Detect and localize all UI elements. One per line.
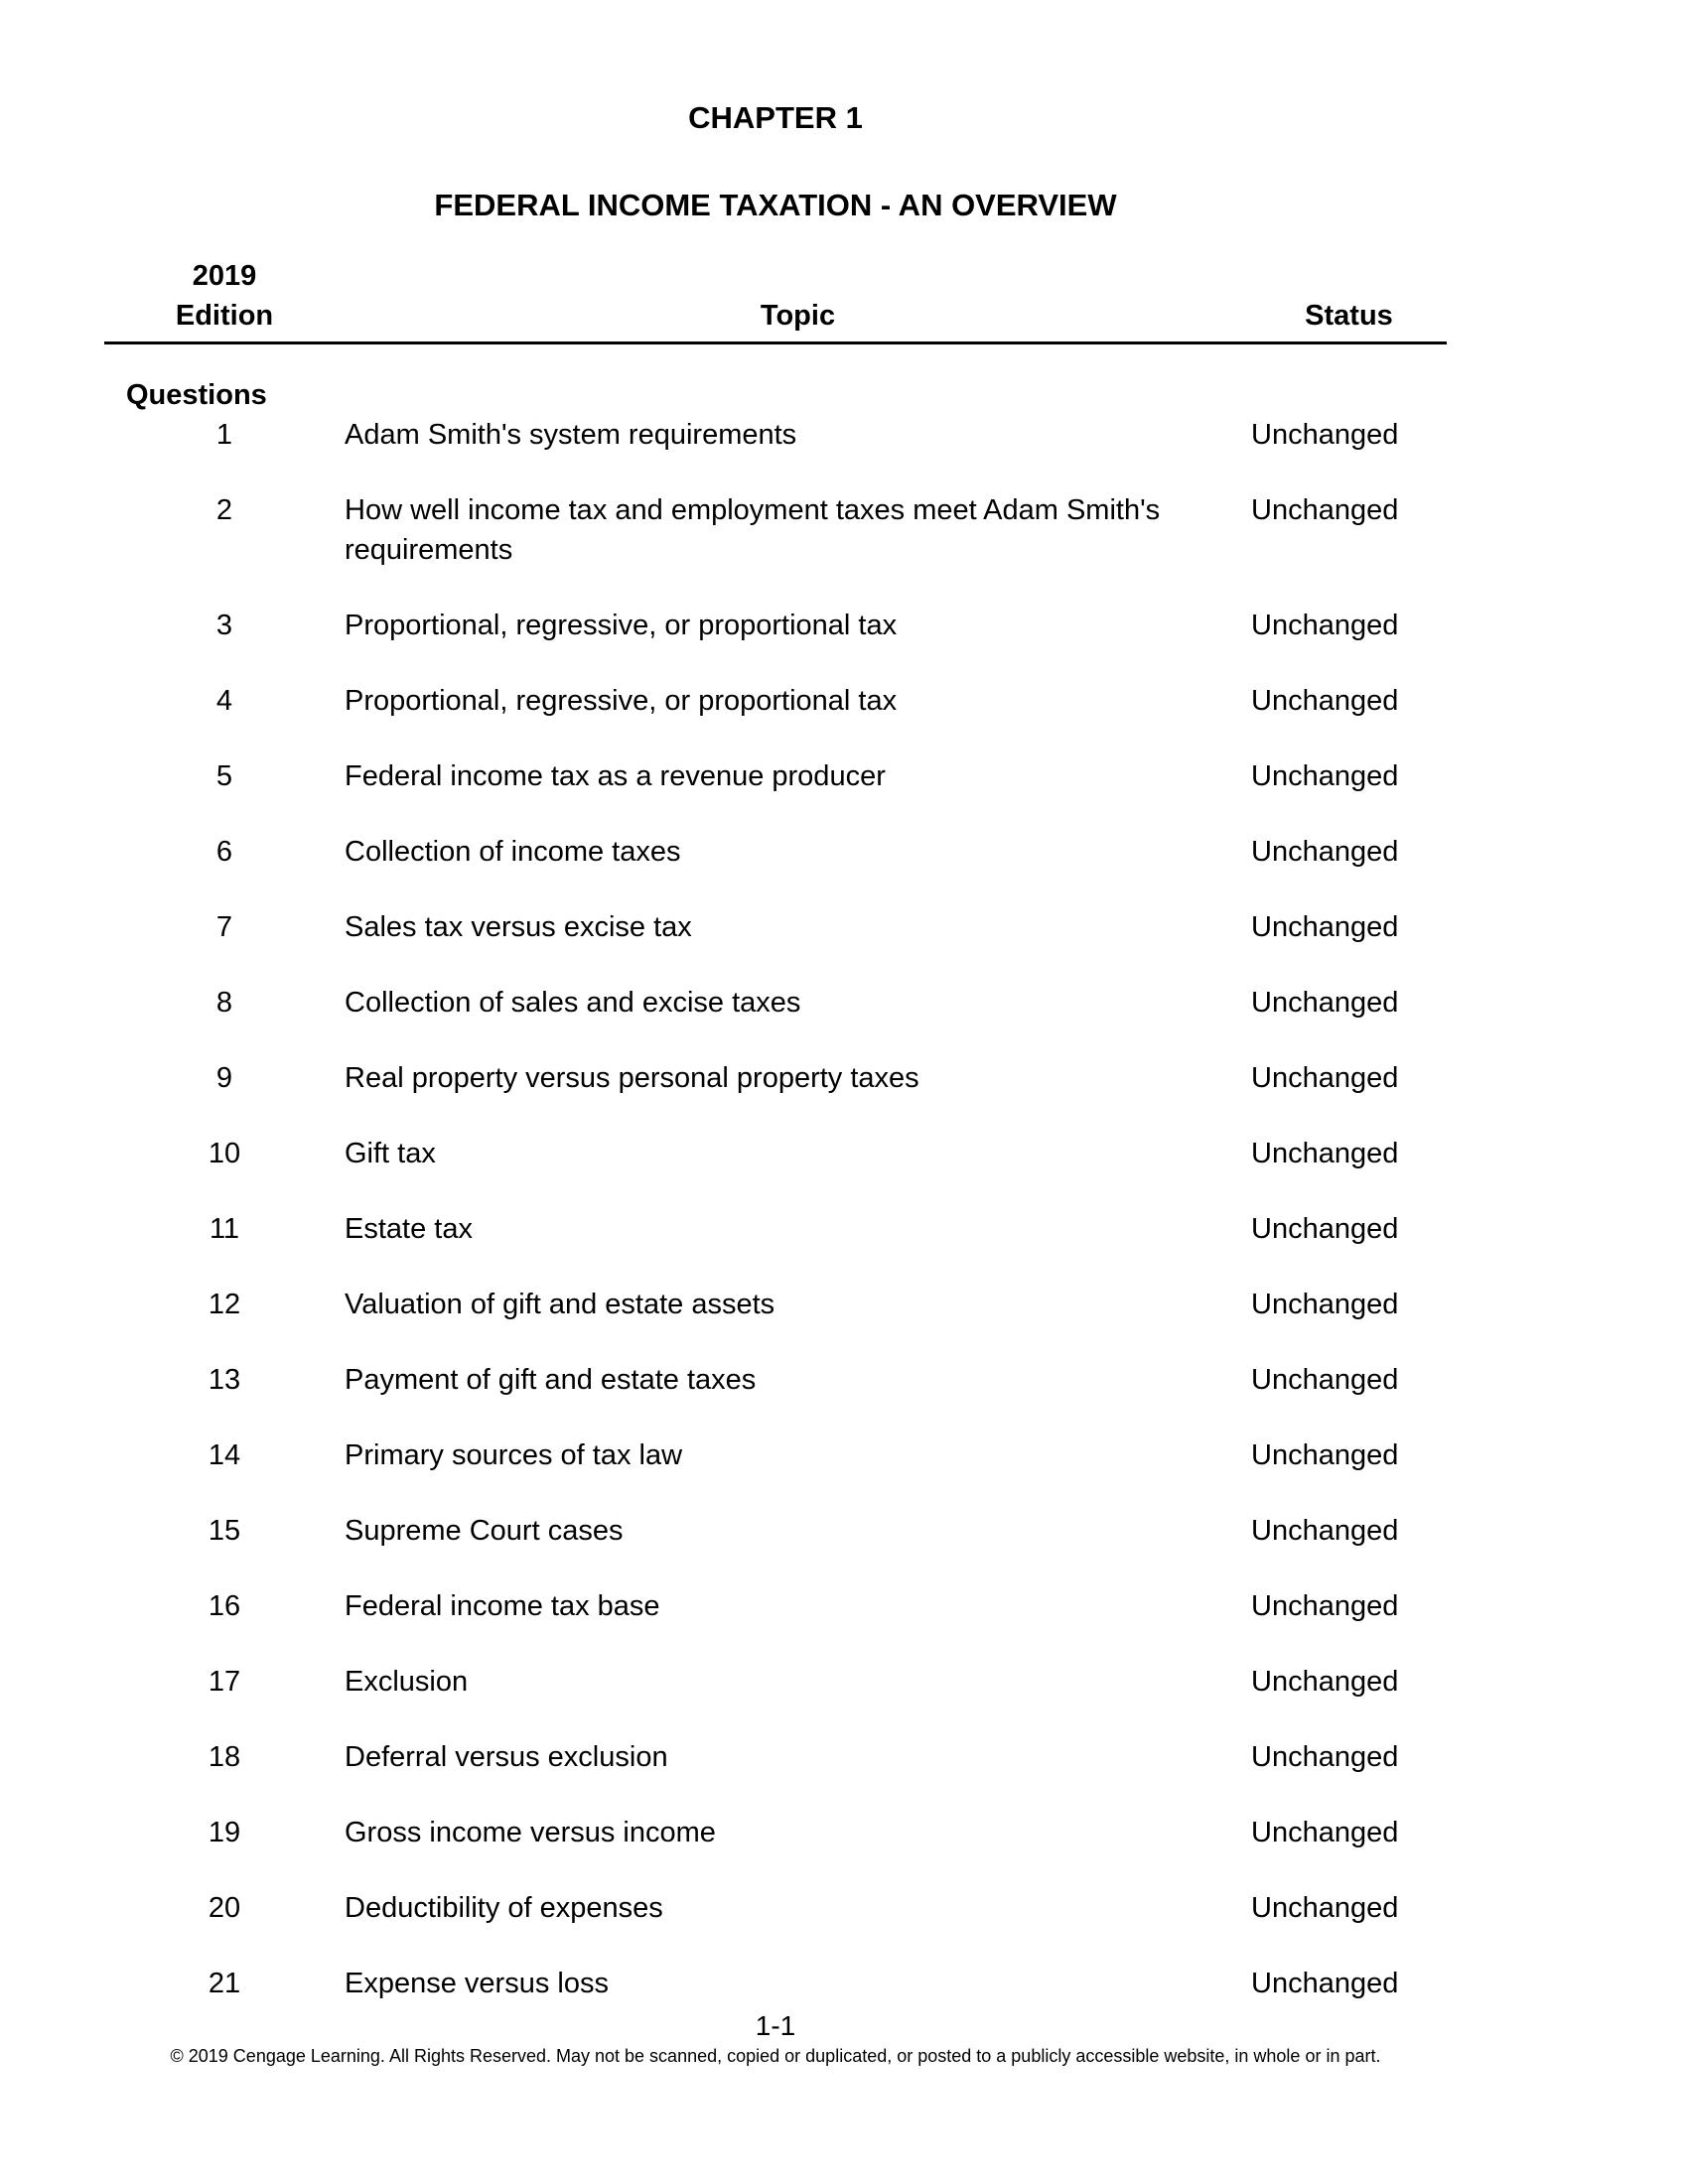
table-row <box>104 606 1447 645</box>
question-status: Unchanged <box>1251 1213 1399 1245</box>
edition-year-header: 2019 <box>192 260 257 292</box>
table-row <box>104 1058 1447 1098</box>
page-number: 1-1 <box>755 2010 796 2041</box>
question-number: 7 <box>215 911 233 943</box>
chapter-title: CHAPTER 1 <box>688 100 863 135</box>
question-status: Unchanged <box>1251 1364 1399 1396</box>
question-topic: Estate tax <box>345 1213 473 1245</box>
question-status: Unchanged <box>1251 1666 1399 1698</box>
table-row <box>104 1737 1447 1777</box>
question-status: Unchanged <box>1251 1817 1399 1848</box>
question-status: Unchanged <box>1251 1590 1399 1622</box>
questions-section-label: Questions <box>126 379 267 411</box>
table-row <box>104 1209 1447 1249</box>
question-number: 17 <box>208 1666 241 1698</box>
question-topic: Federal income tax base <box>345 1590 660 1622</box>
question-topic: Gross income versus income <box>345 1817 716 1848</box>
table-row <box>104 1511 1447 1551</box>
edition-header <box>104 256 345 336</box>
question-number: 10 <box>208 1138 241 1169</box>
table-row <box>104 1586 1447 1626</box>
question-number: 12 <box>208 1289 241 1320</box>
question-topic: Primary sources of tax law <box>345 1439 683 1471</box>
question-topic: Real property versus personal property taxes <box>345 1062 919 1094</box>
chapter-subtitle: FEDERAL INCOME TAXATION - AN OVERVIEW <box>434 188 1117 222</box>
question-number: 15 <box>208 1515 241 1547</box>
table-row <box>104 1285 1447 1324</box>
table-row <box>104 756 1447 796</box>
question-status: Unchanged <box>1251 760 1399 792</box>
question-number: 11 <box>209 1213 240 1245</box>
question-number: 6 <box>215 836 233 868</box>
question-number: 20 <box>208 1892 241 1924</box>
page-content <box>104 0 1447 2069</box>
question-number: 3 <box>215 610 233 641</box>
table-row <box>104 1888 1447 1928</box>
question-status: Unchanged <box>1251 1439 1399 1471</box>
question-status: Unchanged <box>1251 1892 1399 1924</box>
question-topic: Deductibility of expenses <box>345 1892 663 1924</box>
table-row <box>104 1964 1447 2003</box>
table-row <box>104 832 1447 872</box>
table-row <box>104 415 1447 455</box>
question-topic: Supreme Court cases <box>345 1515 624 1547</box>
table-row <box>104 490 1447 570</box>
question-status: Unchanged <box>1251 610 1399 641</box>
table-row <box>104 1813 1447 1852</box>
question-rows <box>104 415 1447 2003</box>
question-status: Unchanged <box>1251 494 1399 526</box>
question-status: Unchanged <box>1251 1741 1399 1773</box>
edition-label-header: Edition <box>175 300 274 332</box>
table-row <box>104 907 1447 947</box>
question-status: Unchanged <box>1251 685 1399 717</box>
copyright-notice: © 2019 Cengage Learning. All Rights Reserved. May not be scanned, copied or duplicated, or posted to a publicly accessible website, in whole or in part. <box>170 2046 1381 2066</box>
question-topic: Collection of income taxes <box>345 836 681 868</box>
question-status: Unchanged <box>1251 836 1399 868</box>
question-topic: Gift tax <box>345 1138 436 1169</box>
table-row <box>104 681 1447 721</box>
question-number: 14 <box>208 1439 241 1471</box>
status-header: Status <box>1305 300 1393 332</box>
topic-header: Topic <box>760 300 836 332</box>
question-number: 13 <box>208 1364 241 1396</box>
question-topic: Sales tax versus excise tax <box>345 911 692 943</box>
question-topic: How well income tax and employment taxes meet Adam Smith's requirements <box>345 494 1161 566</box>
question-status: Unchanged <box>1251 987 1399 1019</box>
question-number: 18 <box>208 1741 241 1773</box>
question-number: 5 <box>215 760 233 792</box>
question-topic: Payment of gift and estate taxes <box>345 1364 757 1396</box>
question-topic: Proportional, regressive, or proportional tax <box>345 610 898 641</box>
question-number: 2 <box>215 494 233 526</box>
question-number: 4 <box>215 685 233 717</box>
table-row <box>104 1134 1447 1173</box>
question-number: 8 <box>215 987 233 1019</box>
question-status: Unchanged <box>1251 419 1399 451</box>
question-topic: Collection of sales and excise taxes <box>345 987 801 1019</box>
question-status: Unchanged <box>1251 1968 1399 1999</box>
question-topic: Adam Smith's system requirements <box>345 419 797 451</box>
question-number: 9 <box>215 1062 233 1094</box>
question-status: Unchanged <box>1251 1289 1399 1320</box>
question-number: 16 <box>208 1590 241 1622</box>
question-status: Unchanged <box>1251 1138 1399 1169</box>
question-number: 1 <box>215 419 233 451</box>
table-row <box>104 1435 1447 1475</box>
question-status: Unchanged <box>1251 1062 1399 1094</box>
question-topic: Valuation of gift and estate assets <box>345 1289 775 1320</box>
table-header-row <box>104 256 1447 344</box>
table-row <box>104 1360 1447 1400</box>
question-topic: Deferral versus exclusion <box>345 1741 668 1773</box>
question-topic: Proportional, regressive, or proportional tax <box>345 685 898 717</box>
question-number: 19 <box>208 1817 241 1848</box>
question-topic: Exclusion <box>345 1666 469 1698</box>
question-topic: Expense versus loss <box>345 1968 609 1999</box>
question-status: Unchanged <box>1251 911 1399 943</box>
question-number: 21 <box>208 1968 241 1999</box>
table-row <box>104 1662 1447 1702</box>
question-topic: Federal income tax as a revenue producer <box>345 760 886 792</box>
question-status: Unchanged <box>1251 1515 1399 1547</box>
table-row <box>104 983 1447 1023</box>
